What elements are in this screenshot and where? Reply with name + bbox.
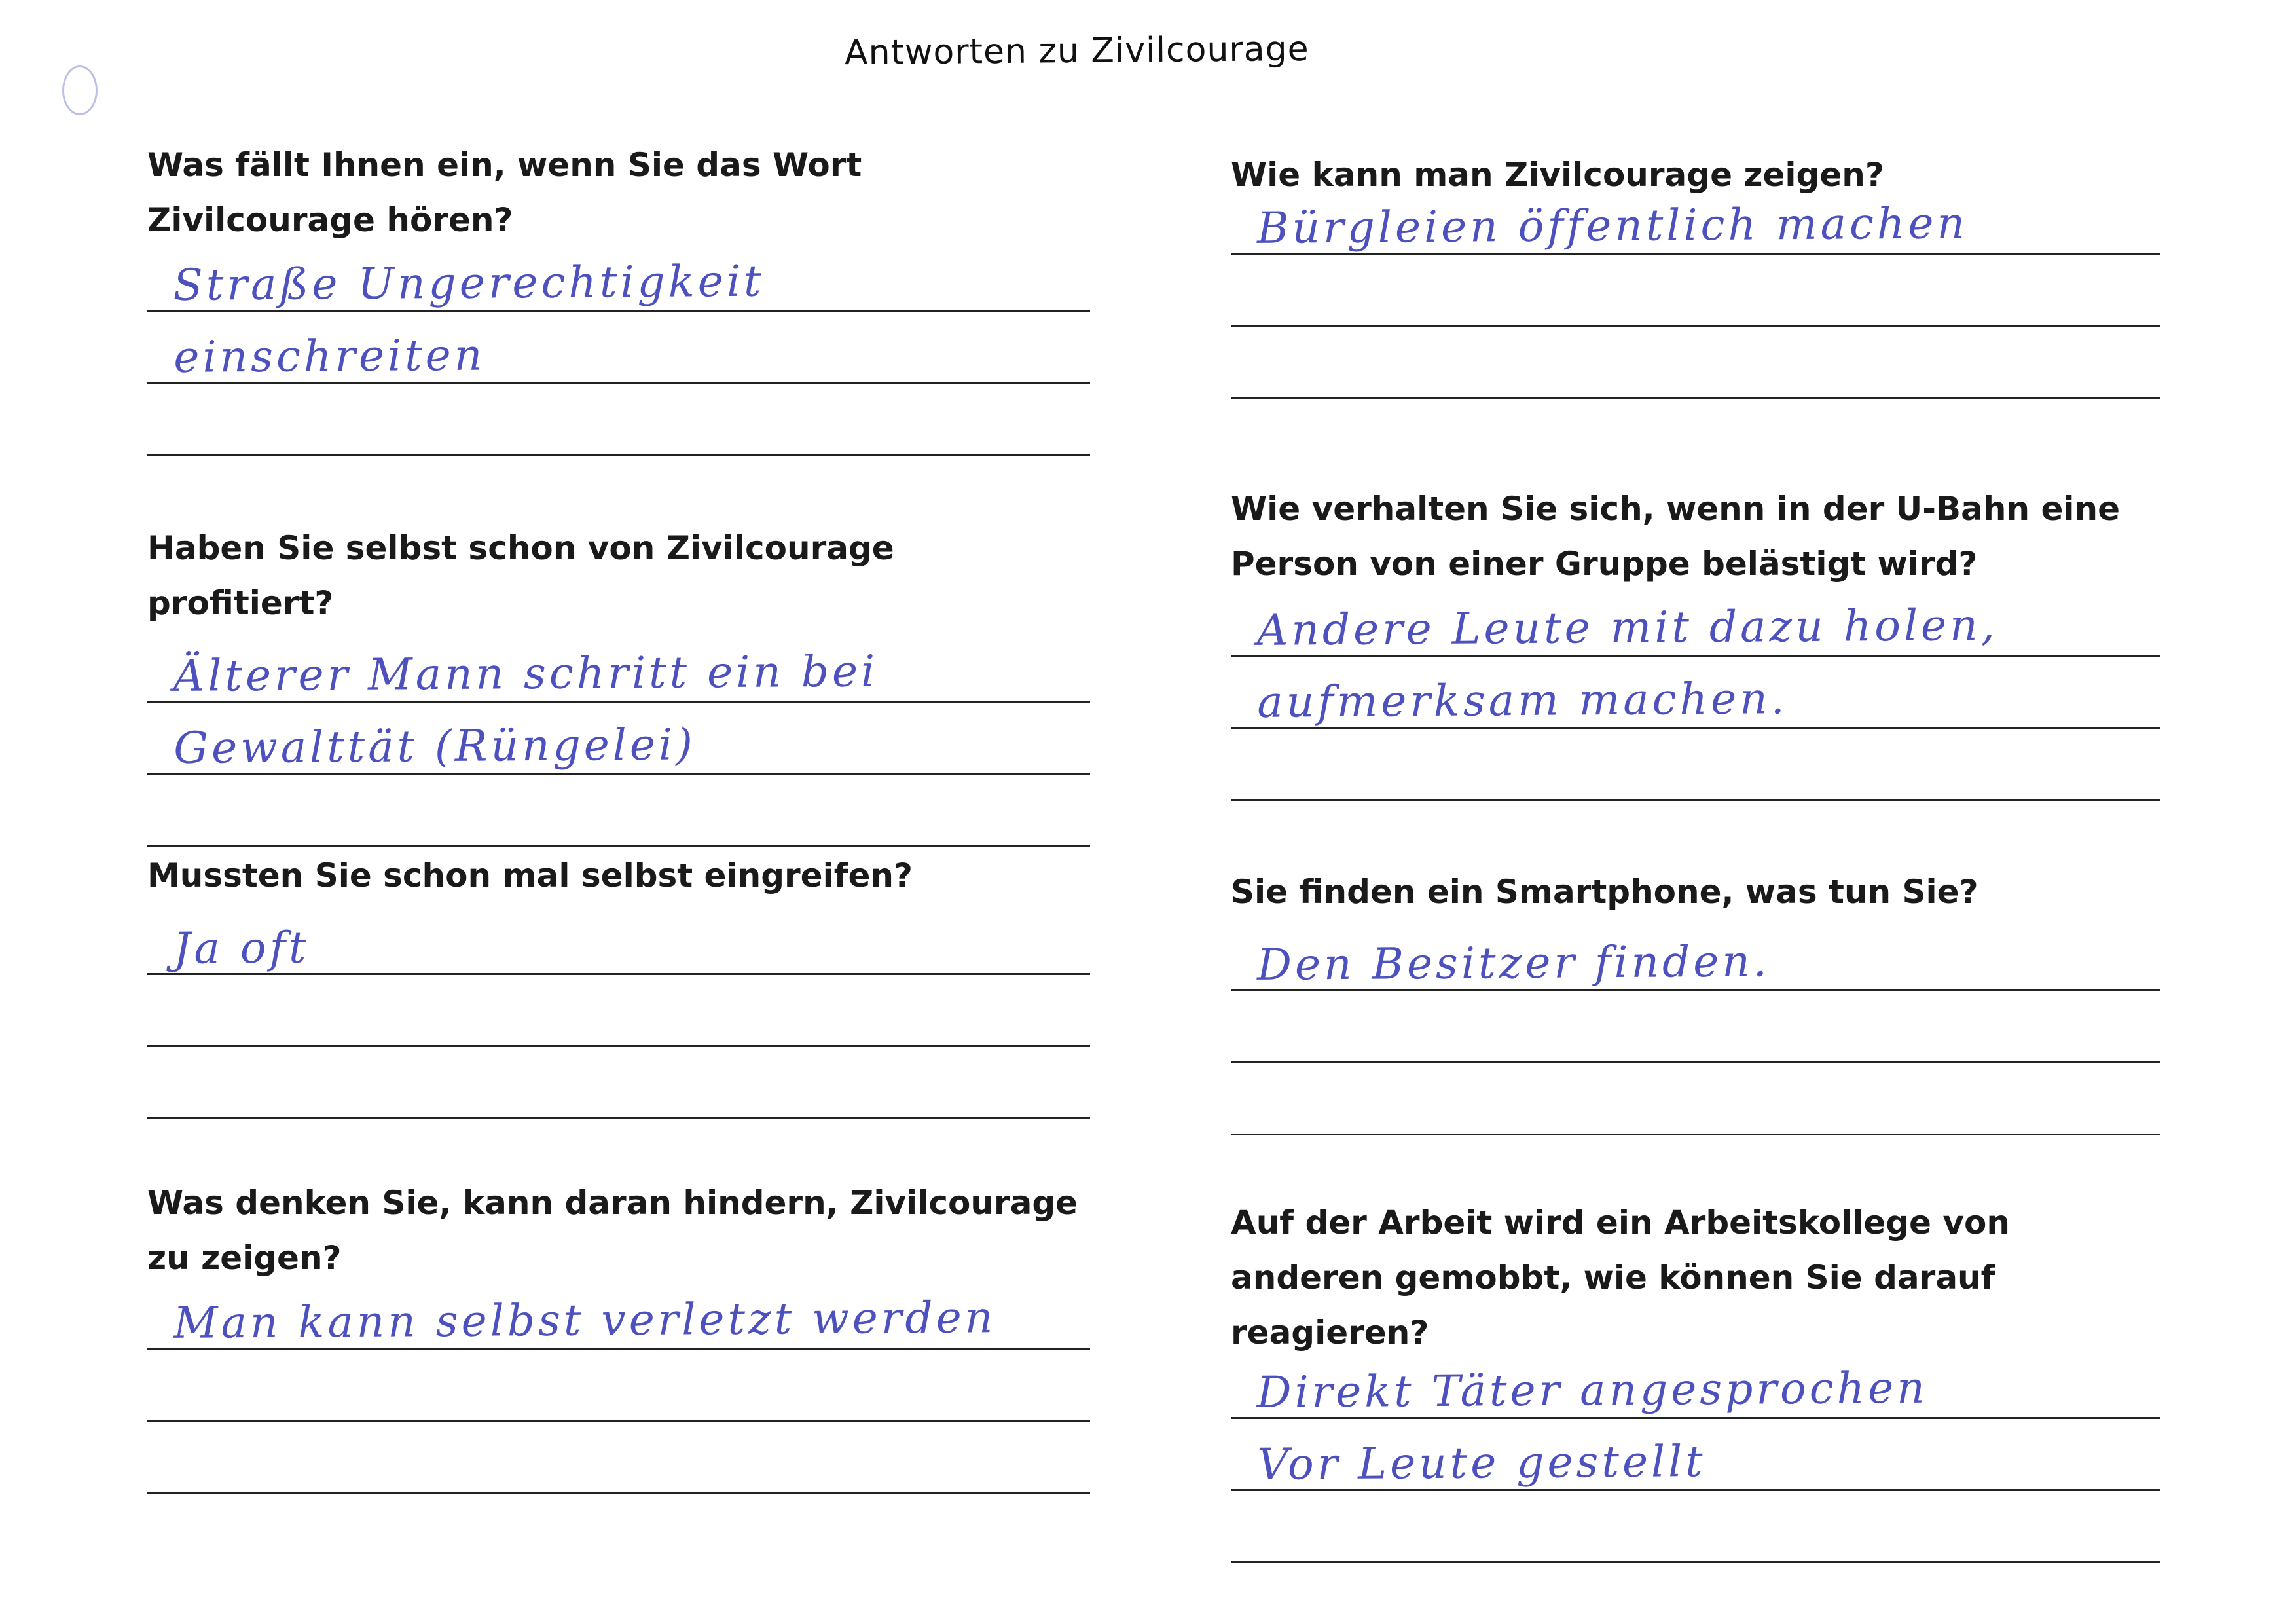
answer-lines[interactable] bbox=[1231, 585, 2160, 801]
handwritten-answer: Älterer Mann schritt ein bei Gewalttät (Rüngelei) bbox=[173, 646, 879, 773]
handwritten-answer: Den Besitzer finden. bbox=[1256, 936, 1770, 990]
answer-lines[interactable] bbox=[147, 631, 1090, 847]
handwritten-answer: Straße Ungerechtigkeit einschreiten bbox=[173, 255, 765, 382]
question-block-2 bbox=[147, 521, 1090, 847]
answer-lines[interactable] bbox=[1231, 919, 2160, 1135]
question-block-6 bbox=[1231, 481, 2160, 801]
answer-lines[interactable] bbox=[1231, 183, 2160, 399]
question-text: Was denken Sie, kann daran hindern, Zivilcourage zu zeigen? bbox=[147, 1184, 1078, 1277]
question-block-7 bbox=[1231, 864, 2160, 1135]
question-block-4 bbox=[147, 1175, 1090, 1494]
answer-lines[interactable] bbox=[147, 240, 1090, 456]
question-text: Was fällt Ihnen ein, wenn Sie das Wort Zivilcourage hören? bbox=[147, 146, 862, 239]
question-text: Wie verhalten Sie sich, wenn in der U-Bahn eine Person von einer Gruppe belästigt wird? bbox=[1231, 490, 2121, 583]
handwritten-answer: Andere Leute mit dazu holen, aufmerksam machen. bbox=[1256, 599, 1998, 728]
answer-lines[interactable] bbox=[147, 1278, 1090, 1494]
answer-lines[interactable] bbox=[147, 903, 1090, 1119]
question-block-1 bbox=[147, 138, 1090, 456]
handwritten-answer: Man kann selbst verletzt werden bbox=[173, 1292, 996, 1348]
answer-lines[interactable] bbox=[1231, 1347, 2160, 1563]
question-text: Wie kann man Zivilcourage zeigen? bbox=[1231, 156, 1884, 194]
question-text: Sie finden ein Smartphone, was tun Sie? bbox=[1231, 873, 1978, 911]
question-block-3 bbox=[147, 848, 1090, 1119]
question-text: Haben Sie selbst schon von Zivilcourage profitiert? bbox=[147, 529, 894, 622]
page-title: Antworten zu Zivilcourage bbox=[844, 29, 1309, 73]
question-text: Auf der Arbeit wird ein Arbeitskollege von anderen gemobbt, wie können Sie darauf reagieren? bbox=[1231, 1204, 2010, 1352]
question-text: Mussten Sie schon mal selbst eingreifen? bbox=[147, 857, 913, 895]
margin-scribble bbox=[62, 65, 98, 115]
question-block-8 bbox=[1231, 1195, 2160, 1563]
handwritten-answer: Direkt Täter angesprochen Vor Leute gestellt bbox=[1256, 1362, 1928, 1490]
handwritten-answer: Ja oft bbox=[173, 922, 310, 974]
handwritten-answer: Bürgleien öffentlich machen bbox=[1256, 198, 1969, 253]
question-block-5 bbox=[1231, 147, 2160, 399]
